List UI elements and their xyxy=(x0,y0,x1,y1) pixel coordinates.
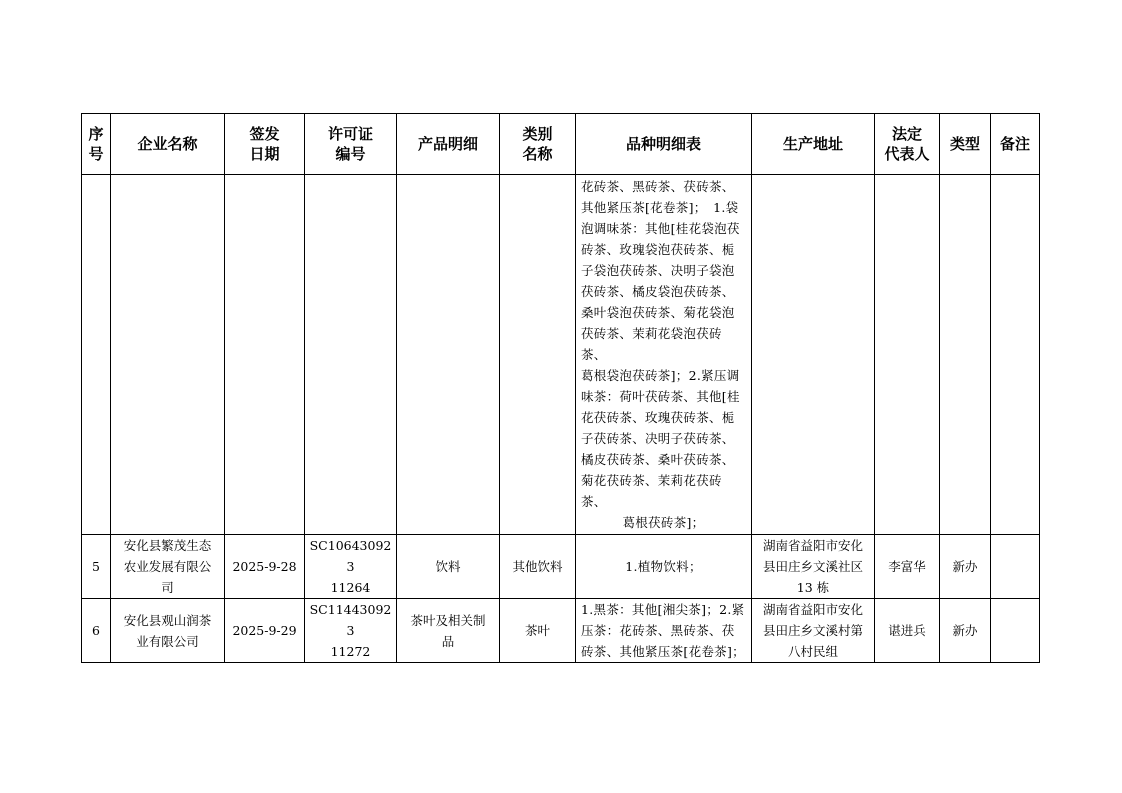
cell-issue-date: 2025-9-28 xyxy=(225,535,305,599)
variety-line: 砖茶、其他紧压茶[花卷茶]； xyxy=(581,644,745,659)
cell-category: 其他饮料 xyxy=(500,535,576,599)
cell-company: 安化县繁茂生态 农业发展有限公 司 xyxy=(111,535,225,599)
header-row xyxy=(82,114,1040,175)
variety-line: 子茯砖茶、决明子茯砖茶、 xyxy=(581,431,735,446)
header-company: 企业名称 xyxy=(111,114,225,175)
table-row xyxy=(82,599,1040,663)
cell-license-no: SC114430923 11272 xyxy=(305,599,397,663)
cell-seq: 6 xyxy=(82,599,111,663)
cell-legal-rep: 谌进兵 xyxy=(875,599,940,663)
variety-line: 桑叶袋泡茯砖茶、菊花袋泡 xyxy=(581,305,735,320)
variety-line: 砖茶、玫瑰袋泡茯砖茶、栀 xyxy=(581,242,735,257)
license-table xyxy=(81,113,1040,663)
cell-license-no: SC106430923 11264 xyxy=(305,535,397,599)
cell-remark xyxy=(991,535,1040,599)
header-category: 类别 名称 xyxy=(500,114,576,175)
header-license-no: 许可证 编号 xyxy=(305,114,397,175)
variety-line: 花茯砖茶、玫瑰茯砖茶、栀 xyxy=(581,410,735,425)
cell-type xyxy=(940,175,991,535)
cell-seq: 5 xyxy=(82,535,111,599)
cell-type: 新办 xyxy=(940,599,991,663)
cell-company xyxy=(111,175,225,535)
variety-line: 葛根茯砖茶]； xyxy=(622,515,705,530)
cell-remark xyxy=(991,599,1040,663)
cell-address: 湖南省益阳市安化 县田庄乡文溪社区 13 栋 xyxy=(752,535,875,599)
cell-product xyxy=(397,175,500,535)
variety-line: 其他紧压茶[花卷茶]； 1.袋 xyxy=(581,200,739,215)
table-row-continuation xyxy=(82,175,1040,535)
cell-issue-date: 2025-9-29 xyxy=(225,599,305,663)
cell-address xyxy=(752,175,875,535)
cell-company: 安化县观山润茶 业有限公司 xyxy=(111,599,225,663)
variety-line: 茯砖茶、橘皮袋泡茯砖茶、 xyxy=(581,284,735,299)
header-product: 产品明细 xyxy=(397,114,500,175)
header-varieties: 品种明细表 xyxy=(576,114,752,175)
cell-address: 湖南省益阳市安化 县田庄乡文溪村第 八村民组 xyxy=(752,599,875,663)
variety-line: 葛根袋泡茯砖茶]；2.紧压调 xyxy=(581,368,740,383)
variety-line: 压茶：花砖茶、黑砖茶、茯 xyxy=(581,623,735,638)
cell-license-no xyxy=(305,175,397,535)
cell-legal-rep: 李富华 xyxy=(875,535,940,599)
cell-type: 新办 xyxy=(940,535,991,599)
variety-line: 泡调味茶：其他[桂花袋泡茯 xyxy=(581,221,740,236)
variety-line: 花砖茶、黑砖茶、茯砖茶、 xyxy=(581,179,735,194)
header-address: 生产地址 xyxy=(752,114,875,175)
header-remark: 备注 xyxy=(991,114,1040,175)
variety-line: 菊花茯砖茶、茉莉花茯砖茶、 xyxy=(581,473,722,509)
cell-varieties xyxy=(576,175,752,535)
header-issue-date: 签发 日期 xyxy=(225,114,305,175)
cell-issue-date xyxy=(225,175,305,535)
cell-legal-rep xyxy=(875,175,940,535)
variety-line: 味茶：荷叶茯砖茶、其他[桂 xyxy=(581,389,740,404)
cell-varieties xyxy=(576,599,752,663)
variety-line: 茯砖茶、茉莉花袋泡茯砖茶、 xyxy=(581,326,722,362)
header-type: 类型 xyxy=(940,114,991,175)
variety-line: 1.黑茶：其他[湘尖茶]；2.紧 xyxy=(581,602,745,617)
header-seq: 序 号 xyxy=(82,114,111,175)
header-legal-rep: 法定 代表人 xyxy=(875,114,940,175)
cell-category: 茶叶 xyxy=(500,599,576,663)
table-row xyxy=(82,535,1040,599)
cell-seq xyxy=(82,175,111,535)
cell-product: 饮料 xyxy=(397,535,500,599)
variety-line: 橘皮茯砖茶、桑叶茯砖茶、 xyxy=(581,452,735,467)
cell-product: 茶叶及相关制 品 xyxy=(397,599,500,663)
cell-remark xyxy=(991,175,1040,535)
cell-varieties: 1.植物饮料； xyxy=(576,535,752,599)
variety-line: 子袋泡茯砖茶、决明子袋泡 xyxy=(581,263,735,278)
cell-category xyxy=(500,175,576,535)
